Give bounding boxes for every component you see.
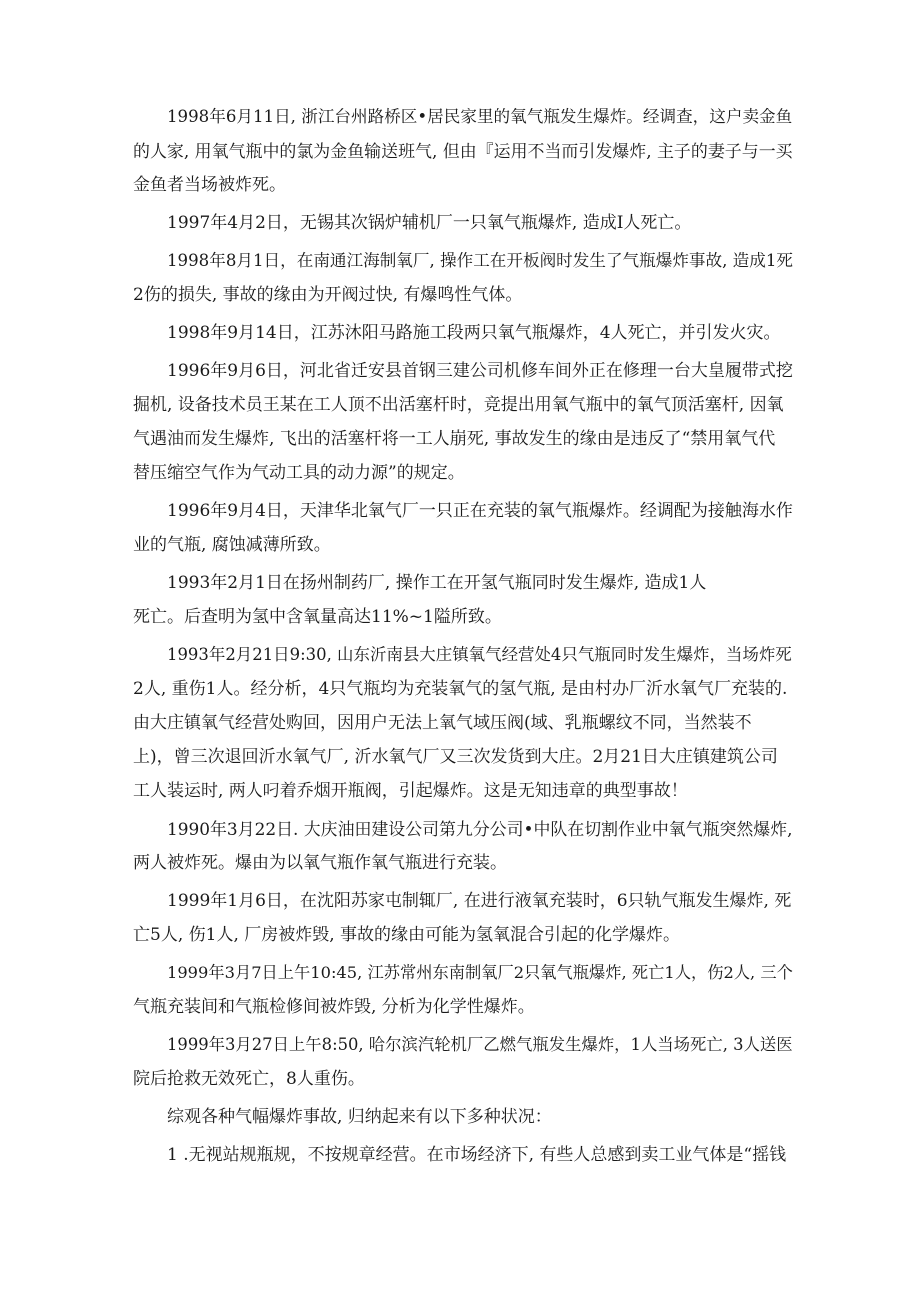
paragraph-line: 1 .无视站规瓶规，不按规章经营。在市场经济下, 有些人总感到卖工业气体是“摇钱	[167, 1145, 787, 1165]
paragraph-line: 1999年3月7日上午10:45, 江苏常州东南制氧厂2只氧气瓶爆炸, 死亡1人，伤2人, 三个	[167, 963, 793, 982]
paragraph-line: 1993年2月21日9:30, 山东沂南县大庄镇氧气经营处4只气瓶同时发生爆炸，当场炸死	[167, 645, 792, 664]
paragraph-line: 亡5人, 伤1人, 厂房被炸毁, 事故的缘由可能为氢氧混合引起的化学爆炸。	[133, 925, 681, 945]
paragraph-line: 掘机, 设备技术员王某在工人顶不出活塞杆时，竞提出用氧气瓶中的氧气顶活塞杆, 因氧	[133, 395, 784, 415]
paragraph-line: 综观各种气幅爆炸事故, 归纳起来有以下多种状况：	[167, 1107, 552, 1127]
paragraph-line: 上)，曾三次退回沂水氧气厂, 沂水氧气厂又三次发货到大庄。2月21日大庄镇建筑公司	[133, 747, 778, 767]
paragraph-line: 2伤的损失, 事故的缘由为开阀过快, 有爆鸣性气体。	[133, 285, 523, 305]
paragraph	[133, 1138, 793, 1172]
paragraph-line: 气遇油而发生爆炸, 飞出的活塞杆将一工人崩死, 事故发生的缘由是违反了“禁用氧气代	[133, 429, 776, 449]
paragraph-line: 1999年3月27日上午8:50, 哈尔滨汽轮机厂乙燃气瓶发生爆炸，1人当场死亡, 3人送医	[167, 1035, 793, 1054]
paragraph	[133, 1100, 793, 1134]
paragraph-line: 院后抢救无效死亡，8人重伤。	[133, 1069, 365, 1089]
paragraph-line: 两人被炸死。爆由为以氧气瓶作氧气瓶进行充装。	[133, 853, 507, 873]
paragraph	[133, 100, 793, 202]
paragraph-line: 1998年6月11日, 浙江台州路桥区•居民家里的氧气瓶发生爆炸。经调查，这户卖金鱼	[167, 107, 793, 126]
paragraph	[133, 316, 793, 350]
paragraph-line: 1996年9月4日，天津华北氧气厂一只正在充装的氧气瓶爆炸。经调配为接触海水作	[167, 501, 793, 521]
paragraph-line: 2人, 重伤1人。经分析，4只气瓶均为充装氧气的氢气瓶, 是由村办厂沂水氧气厂充装的.	[133, 679, 788, 699]
paragraph	[133, 956, 793, 1024]
paragraph-line: 1996年9月6日，河北省迁安县首钢三建公司机修车间外正在修理一台大皇履带式挖	[167, 361, 793, 381]
paragraph-line: 气瓶充装间和气瓶检修间被炸毁, 分析为化学性爆炸。	[133, 997, 535, 1017]
paragraph-line: 替压缩空气作为气动工具的动力源”的规定。	[133, 463, 465, 483]
paragraph	[133, 812, 793, 880]
paragraph	[133, 244, 793, 312]
paragraph	[133, 638, 793, 808]
document-body	[133, 100, 793, 1176]
paragraph-line: 业的气瓶, 腐蚀减薄所致。	[133, 535, 331, 555]
paragraph	[133, 1028, 793, 1096]
paragraph-line: 1998年8月1日，在南通江海制氧厂, 操作工在开板阀时发生了气瓶爆炸事故, 造成1死	[167, 251, 793, 270]
paragraph	[133, 206, 793, 240]
paragraph	[133, 566, 793, 634]
paragraph-line: 1999年1月6日，在沈阳苏家屯制辄厂, 在进行液氧充装时，6只轨气瓶发生爆炸, 死	[167, 891, 792, 911]
paragraph	[133, 884, 793, 952]
paragraph-line: 1997年4月2日，无锡其次锅炉辅机厂一只氧气瓶爆炸, 造成I人死亡。	[167, 213, 692, 233]
paragraph	[133, 354, 793, 490]
paragraph-line: 的人家, 用氧气瓶中的氯为金鱼输送班气, 但由『运用不当而引发爆炸, 主子的妻子与一买	[133, 141, 793, 161]
paragraph-line: 1993年2月1日在扬州制药厂, 操作工在开氢气瓶同时发生爆炸, 造成1人	[167, 573, 707, 593]
paragraph-line: 1990年3月22日. 大庆油田建设公司第九分公司•中队在切割作业中氧气瓶突然爆炸,	[167, 819, 793, 839]
paragraph-line: 由大庄镇氧气经营处购回，因用户无法上氧气域压阀(域、乳瓶螺纹不同，当然装不	[133, 713, 752, 733]
paragraph-line: 金鱼者当场被炸死。	[133, 175, 286, 195]
paragraph	[133, 494, 793, 562]
paragraph-line: 死亡。后查明为氢中含氧量高达11%~1隘所致。	[133, 607, 502, 627]
paragraph-line: 工人装运时, 两人叼着乔烟开瓶阀，引起爆炸。这是无知违章的典型事故！	[133, 781, 688, 801]
paragraph-line: 1998年9月14日，江苏沐阳马路施工段两只氧气瓶爆炸，4人死亡，并引发火灾。	[167, 323, 781, 343]
